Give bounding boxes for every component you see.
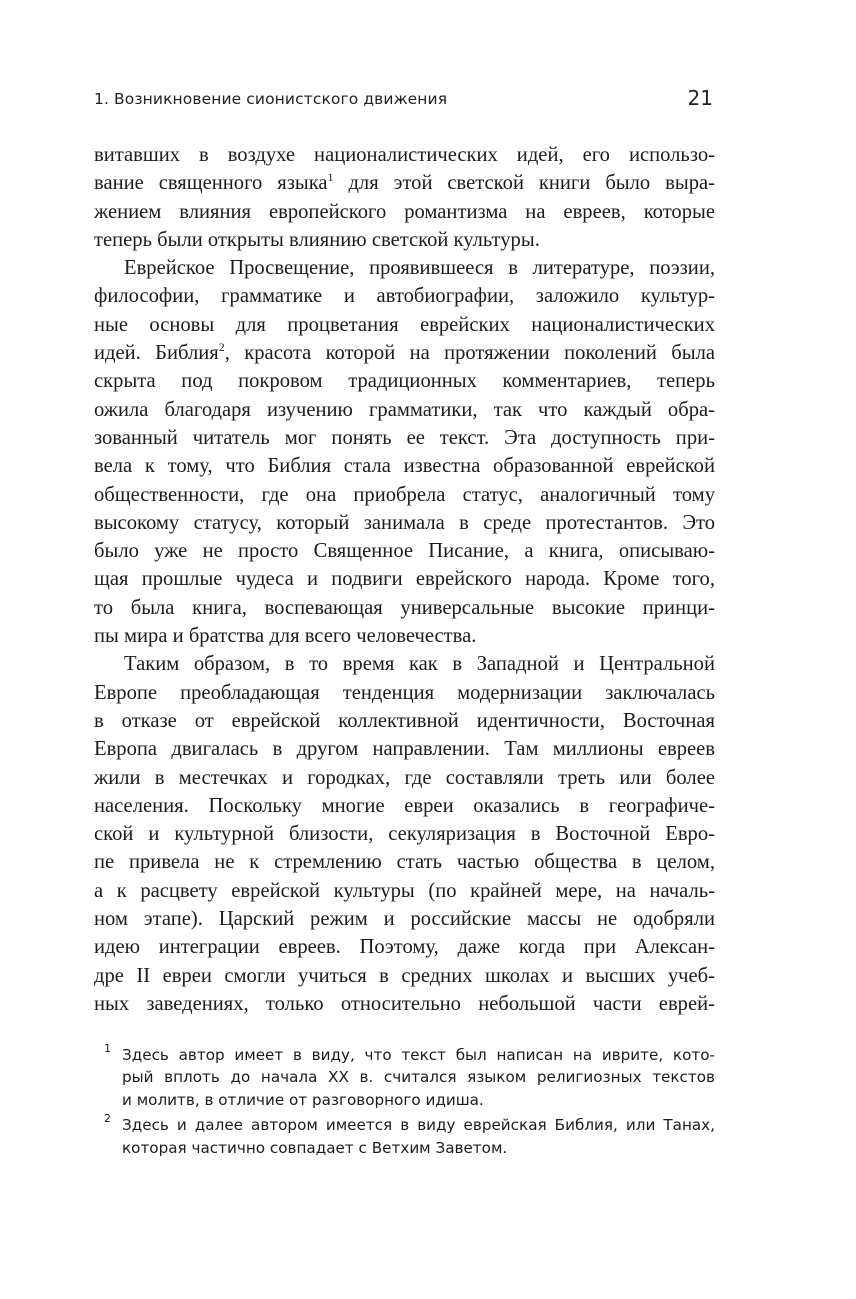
text-line: скрыта под покровом традиционных комментариев, теперь: [94, 370, 715, 393]
text-line: идей. Библия$^2$, красота которой на протяжении поколений была: [94, 340, 715, 365]
text-line: щая прошлые чудеса и подвиги еврейского народа. Кроме того,: [94, 568, 715, 591]
text-line: ской и культурной близости, секуляризация в Восточной Евро-: [94, 823, 715, 846]
text-line: в отказе от еврейской коллективной идентичности, Восточная: [94, 709, 715, 732]
footnote-mark: 2: [104, 1112, 111, 1126]
footnote-line: и молитв, в отличие от разговорного идиша.: [122, 1090, 484, 1109]
text-line: зованный читатель мог понять ее текст. Эта доступность при-: [94, 426, 715, 449]
text-line: ожила благодаря изучению грамматики, так что каждый обра-: [94, 398, 715, 421]
text-line: жили в местечках и городках, где составляли треть или более: [94, 766, 715, 789]
footnote-line: рый вплоть до начала XX в. считался языком религиозных текстов: [122, 1068, 715, 1087]
footnote-line: которая частично совпадает с Ветхим Заветом.: [122, 1138, 508, 1157]
running-head: 1. Возникновение сионистского движения: [94, 90, 448, 108]
text-line: ном этапе). Царский режим и российские массы не одобряли: [94, 908, 715, 931]
footnote-line: Здесь автор имеет в виду, что текст был написан на иврите, кото-: [122, 1046, 715, 1064]
footnote-mark: 1: [104, 1042, 111, 1055]
text-line: Европе преобладающая тенденция модернизации заключалась: [94, 681, 715, 704]
text-line: высокому статусу, который занимала в среде протестантов. Это: [94, 511, 715, 534]
text-line: витавших в воздухе националистических идей, его использо-: [94, 144, 715, 166]
page-number: 21: [687, 86, 713, 110]
text-line: пе привела не к стремлению стать частью общества в целом,: [94, 851, 715, 874]
text-line: жением влияния европейского романтизма на евреев, которые: [94, 200, 715, 223]
text-line: населения. Поскольку многие евреи оказались в географиче-: [94, 794, 715, 817]
footnote-2: [94, 1114, 715, 1159]
text-line: Европа двигалась в другом направлении. Там миллионы евреев: [94, 738, 715, 761]
footnote-1: [94, 1044, 715, 1111]
page-header: [94, 86, 715, 116]
main-text: [94, 141, 715, 1018]
text-line: ные основы для процветания еврейских националистических: [94, 313, 715, 336]
text-line: пы мира и братства для всего человечества.: [94, 625, 477, 648]
text-line: общественности, где она приобрела статус, аналогичный тому: [94, 483, 715, 506]
text-line: Таким образом, в то время как в Западной и Центральной: [124, 653, 715, 676]
text-line: ных заведениях, только относительно небольшой части еврей-: [94, 992, 715, 1015]
footnotes: [94, 1044, 715, 1162]
text-line: вание священного языка$^1$ для этой светской книги было выра-: [94, 170, 715, 195]
text-line: дре II евреи смогли учиться в средних школах и высших учеб-: [94, 964, 715, 987]
text-line: вела к тому, что Библия стала известна образованной еврейской: [94, 455, 715, 478]
text-line: а к расцвету еврейской культуры (по крайней мере, на началь-: [94, 879, 715, 902]
text-line: Еврейское Просвещение, проявившееся в литературе, поэзии,: [124, 257, 715, 280]
text-line: философии, грамматике и автобиографии, заложило культур-: [94, 285, 715, 308]
footnote-ref-1[interactable]: 1: [327, 170, 334, 185]
text-line: идею интеграции евреев. Поэтому, даже когда при Алексан-: [94, 936, 715, 959]
text-line: было уже не просто Священное Писание, а книга, описываю-: [94, 540, 715, 563]
footnote-line: Здесь и далее автором имеется в виду еврейская Библия, или Танах,: [122, 1116, 715, 1135]
footnote-ref-2[interactable]: 2: [218, 340, 225, 355]
text-line: теперь были открыты влиянию светской культуры.: [94, 228, 540, 251]
text-line: то была книга, воспевающая универсальные высокие принци-: [94, 596, 715, 619]
